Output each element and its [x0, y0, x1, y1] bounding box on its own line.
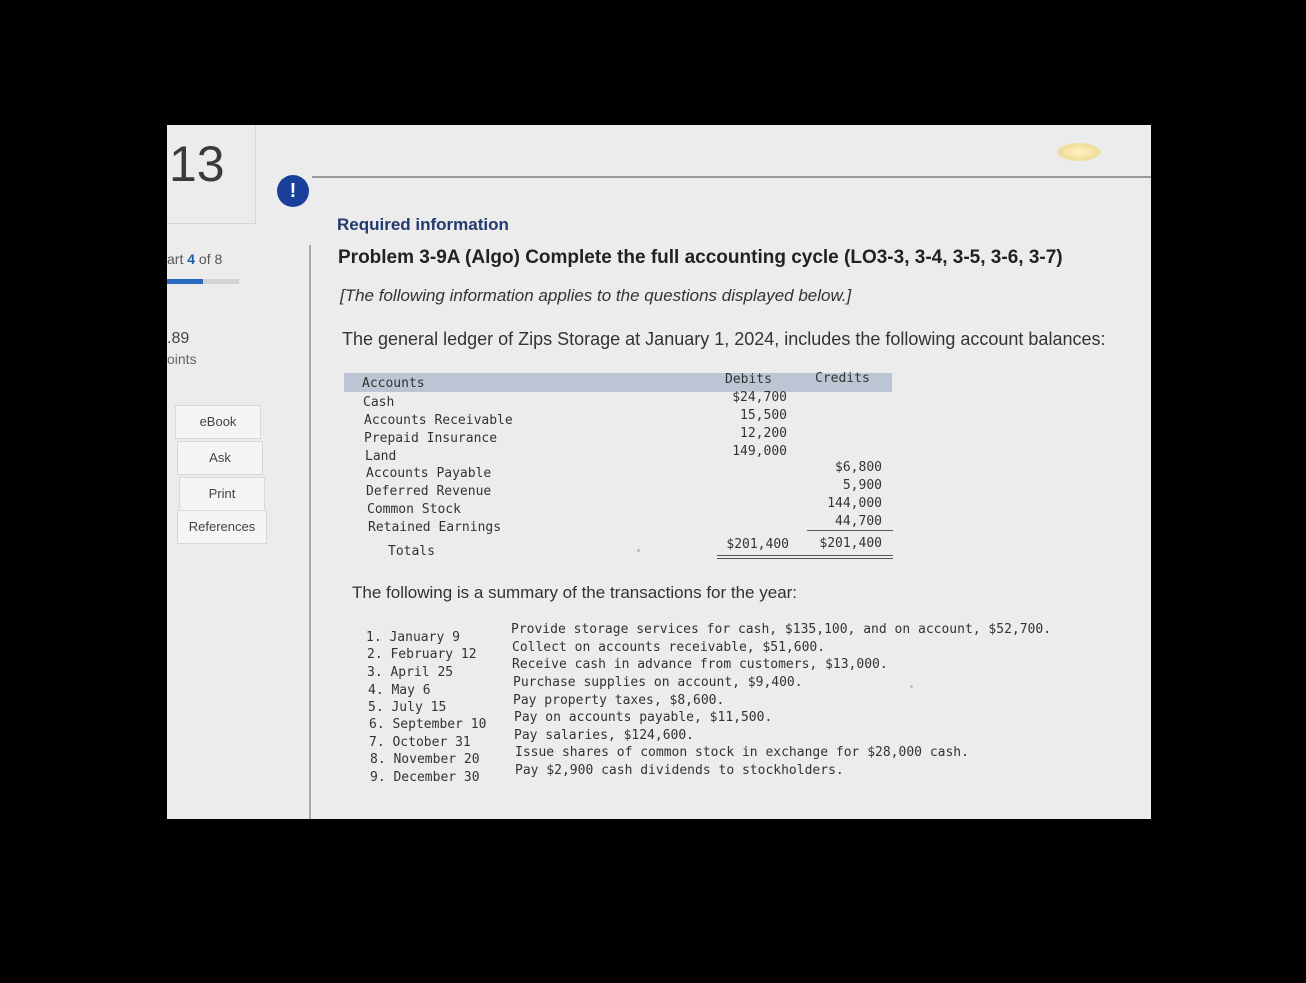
transaction-description: Provide storage services for cash, $135,100, and on account, $52,700.: [511, 622, 1052, 637]
points-value: .89: [167, 330, 190, 347]
transaction-description: Purchase supplies on account, $9,400.: [513, 675, 803, 690]
transaction-description: Collect on accounts receivable, $51,600.: [512, 640, 826, 655]
debit-value: 12,200: [740, 426, 787, 441]
references-button[interactable]: References: [177, 510, 267, 544]
account-name: Accounts Payable: [366, 466, 492, 481]
problem-title: Problem 3-9A (Algo) Complete the full accounting cycle (LO3-3, 3-4, 3-5, 3-6, 3-7): [338, 247, 1063, 268]
transaction-date: 3. April 25: [367, 665, 454, 680]
transaction-date: 1. January 9: [366, 630, 460, 645]
ask-button[interactable]: Ask: [177, 441, 263, 475]
subtotal-rule: [807, 530, 893, 531]
transaction-date: 8. November 20: [370, 752, 480, 767]
transaction-date: 5. July 15: [368, 700, 447, 715]
account-name: Deferred Revenue: [366, 484, 492, 499]
transactions-summary-heading: The following is a summary of the transactions for the year:: [352, 583, 798, 602]
transaction-description: Pay $2,900 cash dividends to stockholders.: [515, 763, 844, 778]
transaction-date: 4. May 6: [368, 683, 431, 698]
points-label: oints: [167, 351, 197, 367]
content-top-border: [312, 176, 1151, 178]
transaction-date: 9. December 30: [370, 770, 480, 785]
screen-speck: [637, 549, 640, 552]
account-name: Prepaid Insurance: [364, 431, 498, 446]
header-credits: Credits: [815, 371, 870, 386]
question-number: 13: [167, 125, 256, 224]
transaction-description: Pay property taxes, $8,600.: [513, 693, 725, 708]
info-note: [The following information applies to the questions displayed below.]: [340, 286, 852, 305]
transaction-date: 6. September 10: [369, 717, 487, 732]
part-total: of 8: [198, 251, 223, 267]
part-label: art: [167, 251, 184, 267]
part-indicator: [167, 251, 222, 267]
transaction-description: Pay on accounts payable, $11,500.: [514, 710, 773, 725]
part-progress-fill: [167, 279, 203, 284]
totals-label: Totals: [388, 544, 435, 559]
account-name: Common Stock: [367, 502, 461, 517]
table-header-row: [344, 373, 892, 392]
header-debits: Debits: [725, 372, 772, 387]
transaction-description: Issue shares of common stock in exchange for $28,000 cash.: [515, 745, 969, 760]
transaction-date: 7. October 31: [369, 735, 471, 750]
account-name: Cash: [363, 395, 395, 410]
transaction-description: Pay salaries, $124,600.: [514, 728, 695, 743]
total-debits: $201,400: [726, 537, 789, 552]
credit-value: $6,800: [835, 460, 882, 475]
debit-value: 15,500: [740, 408, 787, 423]
part-current: 4: [187, 251, 196, 267]
screen-speck: [910, 685, 913, 688]
debit-value: 149,000: [732, 444, 787, 459]
ledger-intro: The general ledger of Zips Storage at January 1, 2024, includes the following account balances:: [342, 329, 1106, 349]
account-name: Retained Earnings: [368, 520, 502, 535]
account-name: Land: [365, 449, 397, 464]
credit-value: 144,000: [827, 496, 882, 511]
account-name: Accounts Receivable: [364, 413, 513, 428]
transaction-description: Receive cash in advance from customers, $13,000.: [512, 657, 888, 672]
totals-double-rule-bottom: [717, 558, 893, 559]
credit-value: 44,700: [835, 514, 882, 529]
credit-value: 5,900: [842, 478, 882, 493]
header-accounts: Accounts: [362, 376, 425, 391]
totals-double-rule-top: [717, 555, 893, 556]
required-information-heading: Required information: [337, 215, 509, 234]
alert-icon: !: [277, 175, 309, 207]
part-progress-bar: [167, 279, 239, 284]
content-left-border: [309, 245, 311, 819]
print-button[interactable]: Print: [179, 477, 265, 511]
screen: [167, 125, 1151, 819]
debit-value: $24,700: [732, 390, 787, 405]
ebook-button[interactable]: eBook: [175, 405, 261, 439]
transaction-date: 2. February 12: [367, 647, 477, 662]
total-credits: $201,400: [819, 536, 882, 551]
screen-glare: [1057, 143, 1101, 161]
